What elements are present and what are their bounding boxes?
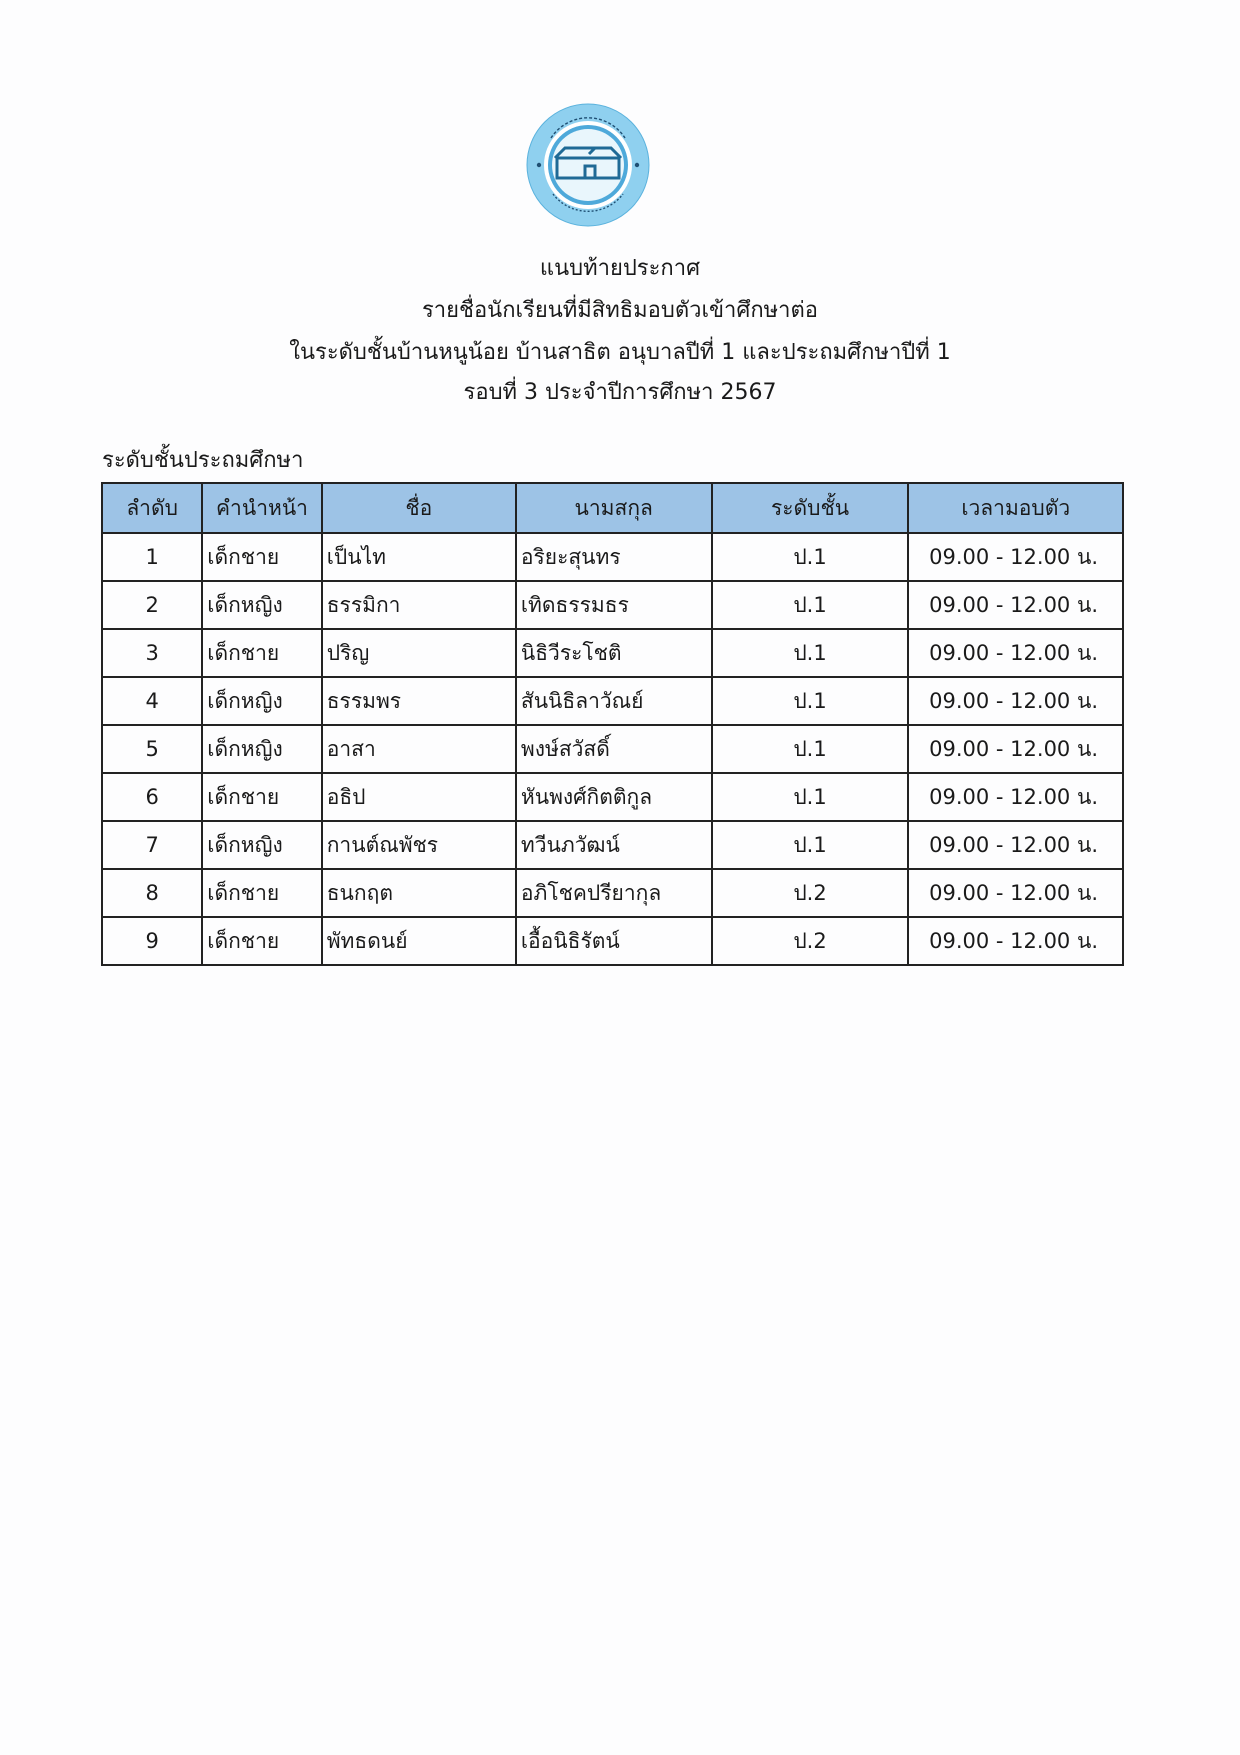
cell-first-name: อาสา [322, 725, 516, 773]
cell-last-name: นิธิวีระโชติ [516, 629, 712, 677]
cell-order: 7 [102, 821, 202, 869]
table-row [102, 725, 1123, 773]
cell-order: 8 [102, 869, 202, 917]
cell-time: 09.00 - 12.00 น. [908, 629, 1123, 677]
table-header-row [102, 483, 1123, 533]
table-row [102, 773, 1123, 821]
col-header-prefix: คำนำหน้า [202, 483, 321, 533]
cell-order: 3 [102, 629, 202, 677]
cell-level: ป.1 [712, 581, 909, 629]
cell-time: 09.00 - 12.00 น. [908, 821, 1123, 869]
cell-time: 09.00 - 12.00 น. [908, 533, 1123, 581]
cell-last-name: ทวีนภวัฒน์ [516, 821, 712, 869]
table-row [102, 869, 1123, 917]
section-label: ระดับชั้นประถมศึกษา [102, 448, 304, 473]
cell-order: 5 [102, 725, 202, 773]
cell-first-name: ธรรมิกา [322, 581, 516, 629]
table-row [102, 629, 1123, 677]
table-row [102, 821, 1123, 869]
cell-first-name: อธิป [322, 773, 516, 821]
col-header-last-name: นามสกุล [516, 483, 712, 533]
cell-level: ป.1 [712, 629, 909, 677]
cell-prefix: เด็กหญิง [202, 725, 321, 773]
cell-prefix: เด็กหญิง [202, 677, 321, 725]
cell-time: 09.00 - 12.00 น. [908, 581, 1123, 629]
cell-order: 2 [102, 581, 202, 629]
school-seal-logo [525, 102, 651, 228]
cell-first-name: ปริญ [322, 629, 516, 677]
title-line-4: รอบที่ 3 ประจำปีการศึกษา 2567 [463, 380, 777, 405]
cell-order: 1 [102, 533, 202, 581]
cell-first-name: ธนกฤต [322, 869, 516, 917]
student-roster-table [101, 482, 1124, 966]
cell-order: 9 [102, 917, 202, 965]
cell-level: ป.2 [712, 917, 909, 965]
cell-level: ป.1 [712, 773, 909, 821]
cell-time: 09.00 - 12.00 น. [908, 677, 1123, 725]
col-header-time: เวลามอบตัว [908, 483, 1123, 533]
cell-first-name: เป็นไท [322, 533, 516, 581]
cell-level: ป.2 [712, 869, 909, 917]
cell-first-name: ธรรมพร [322, 677, 516, 725]
school-seal-icon [525, 102, 651, 228]
col-header-first-name: ชื่อ [322, 483, 516, 533]
cell-prefix: เด็กชาย [202, 917, 321, 965]
cell-last-name: อภิโชคปรียากุล [516, 869, 712, 917]
cell-prefix: เด็กชาย [202, 533, 321, 581]
col-header-order: ลำดับ [102, 483, 202, 533]
cell-last-name: พงษ์สวัสดิ์ [516, 725, 712, 773]
cell-prefix: เด็กชาย [202, 773, 321, 821]
cell-level: ป.1 [712, 677, 909, 725]
cell-first-name: กานต์ณพัชร [322, 821, 516, 869]
cell-last-name: อริยะสุนทร [516, 533, 712, 581]
cell-level: ป.1 [712, 533, 909, 581]
cell-prefix: เด็กหญิง [202, 821, 321, 869]
cell-prefix: เด็กหญิง [202, 581, 321, 629]
table-row [102, 581, 1123, 629]
title-line-2: รายชื่อนักเรียนที่มีสิทธิมอบตัวเข้าศึกษาต่อ [421, 298, 819, 323]
cell-order: 6 [102, 773, 202, 821]
cell-time: 09.00 - 12.00 น. [908, 917, 1123, 965]
col-header-level: ระดับชั้น [712, 483, 909, 533]
cell-time: 09.00 - 12.00 น. [908, 725, 1123, 773]
cell-prefix: เด็กชาย [202, 869, 321, 917]
cell-time: 09.00 - 12.00 น. [908, 869, 1123, 917]
table-row [102, 677, 1123, 725]
cell-time: 09.00 - 12.00 น. [908, 773, 1123, 821]
cell-level: ป.1 [712, 821, 909, 869]
cell-last-name: สันนิธิลาวัณย์ [516, 677, 712, 725]
cell-prefix: เด็กชาย [202, 629, 321, 677]
cell-level: ป.1 [712, 725, 909, 773]
cell-order: 4 [102, 677, 202, 725]
table-row [102, 917, 1123, 965]
cell-last-name: หันพงศ์กิตติกูล [516, 773, 712, 821]
cell-last-name: เทิดธรรมธร [516, 581, 712, 629]
title-line-3: ในระดับชั้นบ้านหนูน้อย บ้านสาธิต อนุบาลปีที่ 1 และประถมศึกษาปีที่ 1 [289, 340, 951, 365]
title-line-1: แนบท้ายประกาศ [539, 256, 701, 281]
table-row [102, 533, 1123, 581]
cell-last-name: เอื้อนิธิรัตน์ [516, 917, 712, 965]
cell-first-name: พัทธดนย์ [322, 917, 516, 965]
